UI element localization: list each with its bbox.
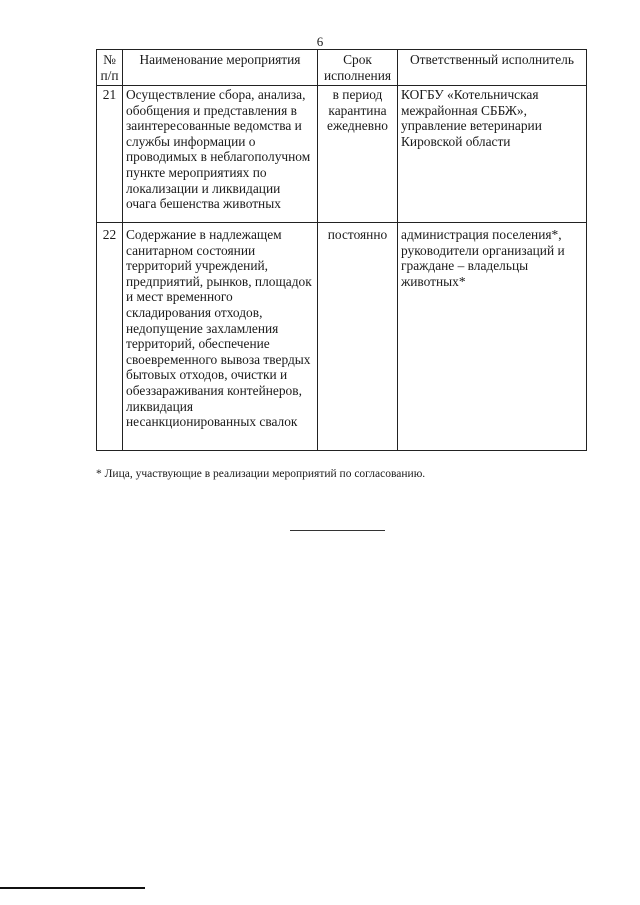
- row-number: 21: [97, 86, 123, 223]
- activity-term: в период карантина ежедневно: [318, 86, 398, 223]
- activity-responsible: КОГБУ «Котельничская межрайонная СББЖ», управление ветеринарии Кировской области: [398, 86, 587, 223]
- page-number: 6: [316, 34, 324, 49]
- table-header-row: [97, 50, 587, 86]
- table-row: [97, 223, 587, 451]
- header-responsible: Ответственный исполнитель: [398, 50, 587, 86]
- table-row: [97, 86, 587, 223]
- plan-table: [96, 49, 587, 451]
- activity-term: постоянно: [318, 223, 398, 451]
- activity-name: Содержание в надлежащем санитарном состоянии территорий учреждений, предприятий, рынков, площадок и мест временного складирования отходов, недопущение захламления территорий, обеспечение своевременного вывоза твердых бытовых отходов, очистки и обеззараживания контейнеров, ликвидация несанкционированных свалок: [123, 223, 318, 451]
- footnote: * Лица, участвующие в реализации мероприятий по согласованию.: [96, 468, 426, 480]
- activity-responsible: администрация поселения*, руководители организаций и граждане – владельцы животных*: [398, 223, 587, 451]
- activity-name: Осуществление сбора, анализа, обобщения и представления в заинтересованные ведомства и службы информации о проводимых в неблагополучном пункте мероприятиях по локализации и ликвидации очага бешенства животных: [123, 86, 318, 223]
- header-term: Срок исполнения: [318, 50, 398, 86]
- closing-divider: [290, 530, 385, 531]
- bottom-rule: [0, 887, 145, 889]
- header-num: № п/п: [97, 50, 123, 86]
- row-number: 22: [97, 223, 123, 451]
- header-name: Наименование мероприятия: [123, 50, 318, 86]
